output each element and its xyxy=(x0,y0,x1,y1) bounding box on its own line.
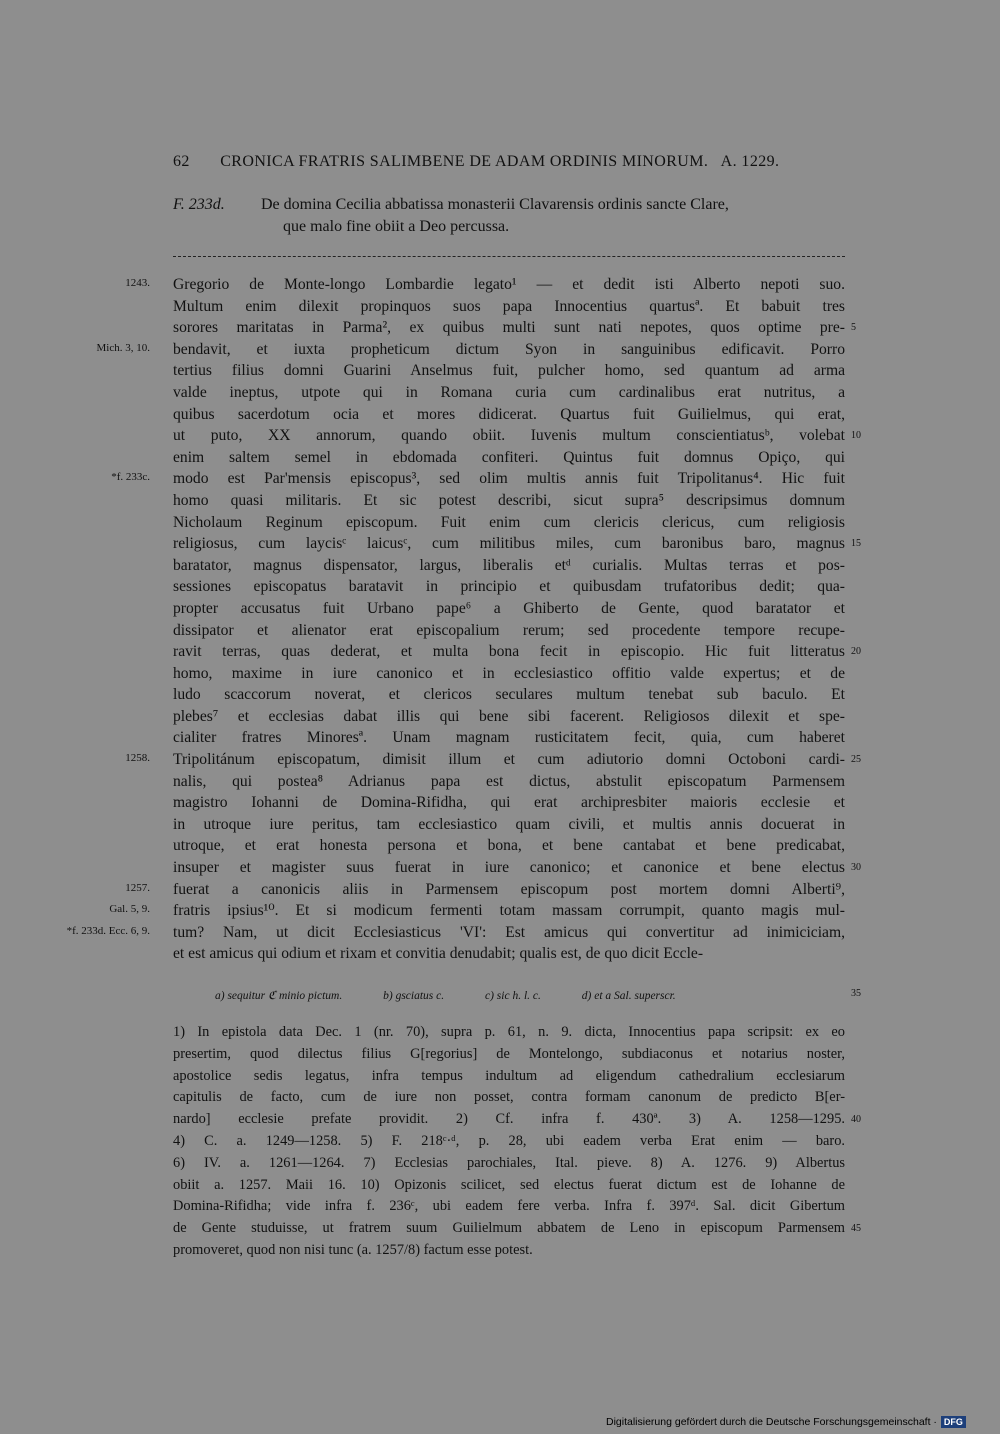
text-line: utroque, et erat honesta persona et bona, et bene cantabat et bene predicabat, xyxy=(173,837,845,855)
text-line: Multum enim dilexit propinquos suos papa Innocentius quartusª. Et babuit tres xyxy=(173,297,845,315)
funding-text: Digitalisierung gefördert durch die Deutsche Forschungsgemeinschaft · xyxy=(606,1416,937,1428)
text-line: homo quasi militaris. Et sic potest describi, sicut supra⁵ descripsimus domnum xyxy=(173,491,845,509)
text-line: tertius filius domni Guarini Anselmus fuit, pulcher homo, sed quantum ad arma xyxy=(173,362,845,380)
title-line-2: que malo fine obiit a Deo percussa. xyxy=(283,218,510,235)
main-text xyxy=(173,274,845,965)
folio-reference: F. 233d. xyxy=(173,196,225,213)
footnote-line: 1) In epistola data Dec. 1 (nr. 70), supra p. 61, n. 9. dicta, Innocentius papa scripsit: ex eo xyxy=(173,1024,845,1040)
footnote-line: apostolice sedis legatus, infra tempus indultum ad eligendum cathedralium ecclesiarum xyxy=(173,1067,845,1084)
margin-note: Gal. 5, 9. xyxy=(109,903,150,916)
text-line: Gregorio de Monte-longo Lombardie legato¹ — et dedit isti Alberto nepoti suo. xyxy=(173,276,845,293)
margin-note: Mich. 3, 10. xyxy=(96,341,150,354)
header-year: A. 1229. xyxy=(720,153,780,170)
footnotes xyxy=(173,1022,845,1262)
text-line: et est amicus qui odium et rixam et convitia denudabit; qualis est, de quo dicit Eccle- xyxy=(173,945,704,963)
text-line: insuper et magister suus fuerat in iure canonico; et canonice et bene electus xyxy=(173,859,845,877)
text-line: valde ineptus, utpote qui in Romana curia cum cardinalibus erat nutritus, a xyxy=(173,383,845,401)
text-line: Tripolitánum episcopatum, dimisit illum et cum adiutorio domni Octoboni cardi- xyxy=(173,751,845,769)
text-line: sessiones episcopatus baratavit in principio et quibusdam trufatoribus dedit; qua- xyxy=(173,578,845,596)
text-line: tum? Nam, ut dicit Ecclesiasticus 'VI': Est amicus qui convertitur ad inimiciciam, xyxy=(173,923,845,941)
text-line: propter accusatus fuit Urbano pape⁶ a Ghiberto de Gente, quod baratator et xyxy=(173,599,845,617)
funding-footer xyxy=(606,1416,966,1428)
text-line: dissipator et alienator erat episcopalium rerum; sed procedente tempore recupe- xyxy=(173,621,845,639)
line-number: 45 xyxy=(851,1223,861,1235)
text-line: bendavit, et iuxta propheticum dictum Syon in sanguinibus edificavit. Porro xyxy=(173,340,845,358)
footnote-line: presertim, quod dilectus filius G[regorius] de Montelongo, subdiaconus et notarius noster, xyxy=(173,1045,845,1062)
line-number: 15 xyxy=(851,538,861,550)
footnote-line: obiit a. 1257. Maii 16. 10) Opizonis scilicet, sed electus fuerat dictum est de Iohanne de xyxy=(173,1176,845,1193)
footnote-line: de Gente studuisse, ut fratrem suum Guilielmum abbatem de Leno in episcopum Parmensem xyxy=(173,1220,845,1237)
line-number: 10 xyxy=(851,430,861,442)
line-number: 40 xyxy=(851,1114,861,1126)
text-line: in utroque iure peritus, tam ecclesiastico quam civili, et multis annis docuerat in xyxy=(173,815,845,833)
text-line: quibus sacerdotum ocia et mores didicerat. Quartus fuit Guilielmus, qui erat, xyxy=(173,405,845,423)
text-line: enim saltem semel in ebdomada confiteri. Quintus fuit domnus Opiço, qui xyxy=(173,448,845,466)
apparatus-item: d) et a Sal. superscr. xyxy=(581,990,676,1002)
footnote-line: promoveret, quod non nisi tunc (a. 1257/8) factum esse potest. xyxy=(173,1241,533,1258)
apparatus-item: c) sic h. l. c. xyxy=(485,990,541,1002)
footnote-line: capitulis de facto, cum de iure non posset, contra formam canonum de predicto B[er- xyxy=(173,1089,845,1106)
apparatus-item: a) sequitur ℭ minio pictum. xyxy=(215,990,343,1002)
text-line: ut puto, XX annorum, quando obiit. Iuvenis multum conscientiatusᵇ, volebat xyxy=(173,427,845,445)
page-number: 62 xyxy=(173,153,190,170)
text-line: homo, maxime in iure canonico et in ecclesiastico offitio valde expertus; et de xyxy=(173,664,845,682)
text-line: modo est Par'mensis episcopus³, sed olim multis annis fuit Tripolitanus⁴. Hic fuit xyxy=(173,470,845,488)
footnote-line: 4) C. a. 1249—1258. 5) F. 218ᶜ·ᵈ, p. 28, ubi eadem verba Erat enim — baro. xyxy=(173,1132,845,1149)
line-number: 25 xyxy=(851,754,861,766)
running-header xyxy=(173,153,833,171)
text-line: cialiter fratres Minoresª. Unam magnam rusticitatem fecit, quia, cum haberet xyxy=(173,729,845,747)
footnote-line: 6) IV. a. 1261—1264. 7) Ecclesias parochiales, Ital. pieve. 8) A. 1276. 9) Albertus xyxy=(173,1154,845,1171)
text-line: nalis, qui postea⁸ Adrianus papa est dictus, abstulit episcopatum Parmensem xyxy=(173,772,845,790)
dfg-logo: DFG xyxy=(941,1416,966,1428)
margin-note: 1257. xyxy=(125,881,150,894)
apparatus-line-number: 35 xyxy=(851,988,861,999)
footnote-line: nardo] ecclesie prefate providit. 2) Cf. infra f. 430ª. 3) A. 1258—1295. xyxy=(173,1111,845,1128)
text-line: ravit terras, quas dederat, et multa bona fecit in episcopio. Hic fuit litteratus xyxy=(173,643,845,661)
apparatus-item: b) gsciatus c. xyxy=(383,990,445,1002)
running-title: CRONICA FRATRIS SALIMBENE DE ADAM ORDINIS MINORUM. xyxy=(220,153,709,170)
text-line: ludo scaccorum noverat, et clericos seculares multum tenebat sub baculo. Et xyxy=(173,686,845,704)
chapter-title xyxy=(173,194,845,238)
critical-apparatus xyxy=(215,988,861,1002)
text-line: baratator, magnus dispensator, largus, liberalis etᵈ curialis. Multas terras et pos- xyxy=(173,556,845,574)
text-line: fuerat a canonicis aliis in Parmensem episcopum post mortem domni Alberti⁹, xyxy=(173,880,845,898)
text-line: magistro Iohanni de Domina-Rifidha, qui erat archipresbiter maioris ecclesie et xyxy=(173,794,845,812)
footnote-line: Domina-Rifidha; vide infra f. 236ᶜ, ubi eadem fere verba. Infra f. 397ᵈ. Sal. dicit Gibertum xyxy=(173,1198,845,1215)
separator-rule xyxy=(173,256,845,257)
text-line: Nicholaum Reginum episcopum. Fuit enim cum clericis clericus, cum religiosis xyxy=(173,513,845,531)
text-line: fratris ipsius¹⁰. Et si modicum fermenti totam massam corrumpit, quanto magis mul- xyxy=(173,902,845,920)
margin-note: *f. 233c. xyxy=(111,471,150,484)
margin-note: *f. 233d. Ecc. 6, 9. xyxy=(66,925,150,937)
line-number: 30 xyxy=(851,862,861,874)
line-number: 20 xyxy=(851,646,861,658)
margin-note: 1243. xyxy=(125,277,150,289)
margin-note: 1258. xyxy=(125,752,150,765)
text-line: sorores maritatas in Parma², ex quibus multi sunt nati nepotes, quos optime pre- xyxy=(173,319,845,337)
line-number: 5 xyxy=(851,322,856,334)
text-line: religiosus, cum laycisᶜ laicusᶜ, cum militibus miles, cum baronibus baro, magnus xyxy=(173,535,845,553)
title-line-1: De domina Cecilia abbatissa monasterii Clavarensis ordinis sancte Clare, xyxy=(261,196,729,213)
text-line: plebes⁷ et ecclesias dabat illis qui bene sibi facerent. Religiosos dilexit et spe- xyxy=(173,707,845,725)
